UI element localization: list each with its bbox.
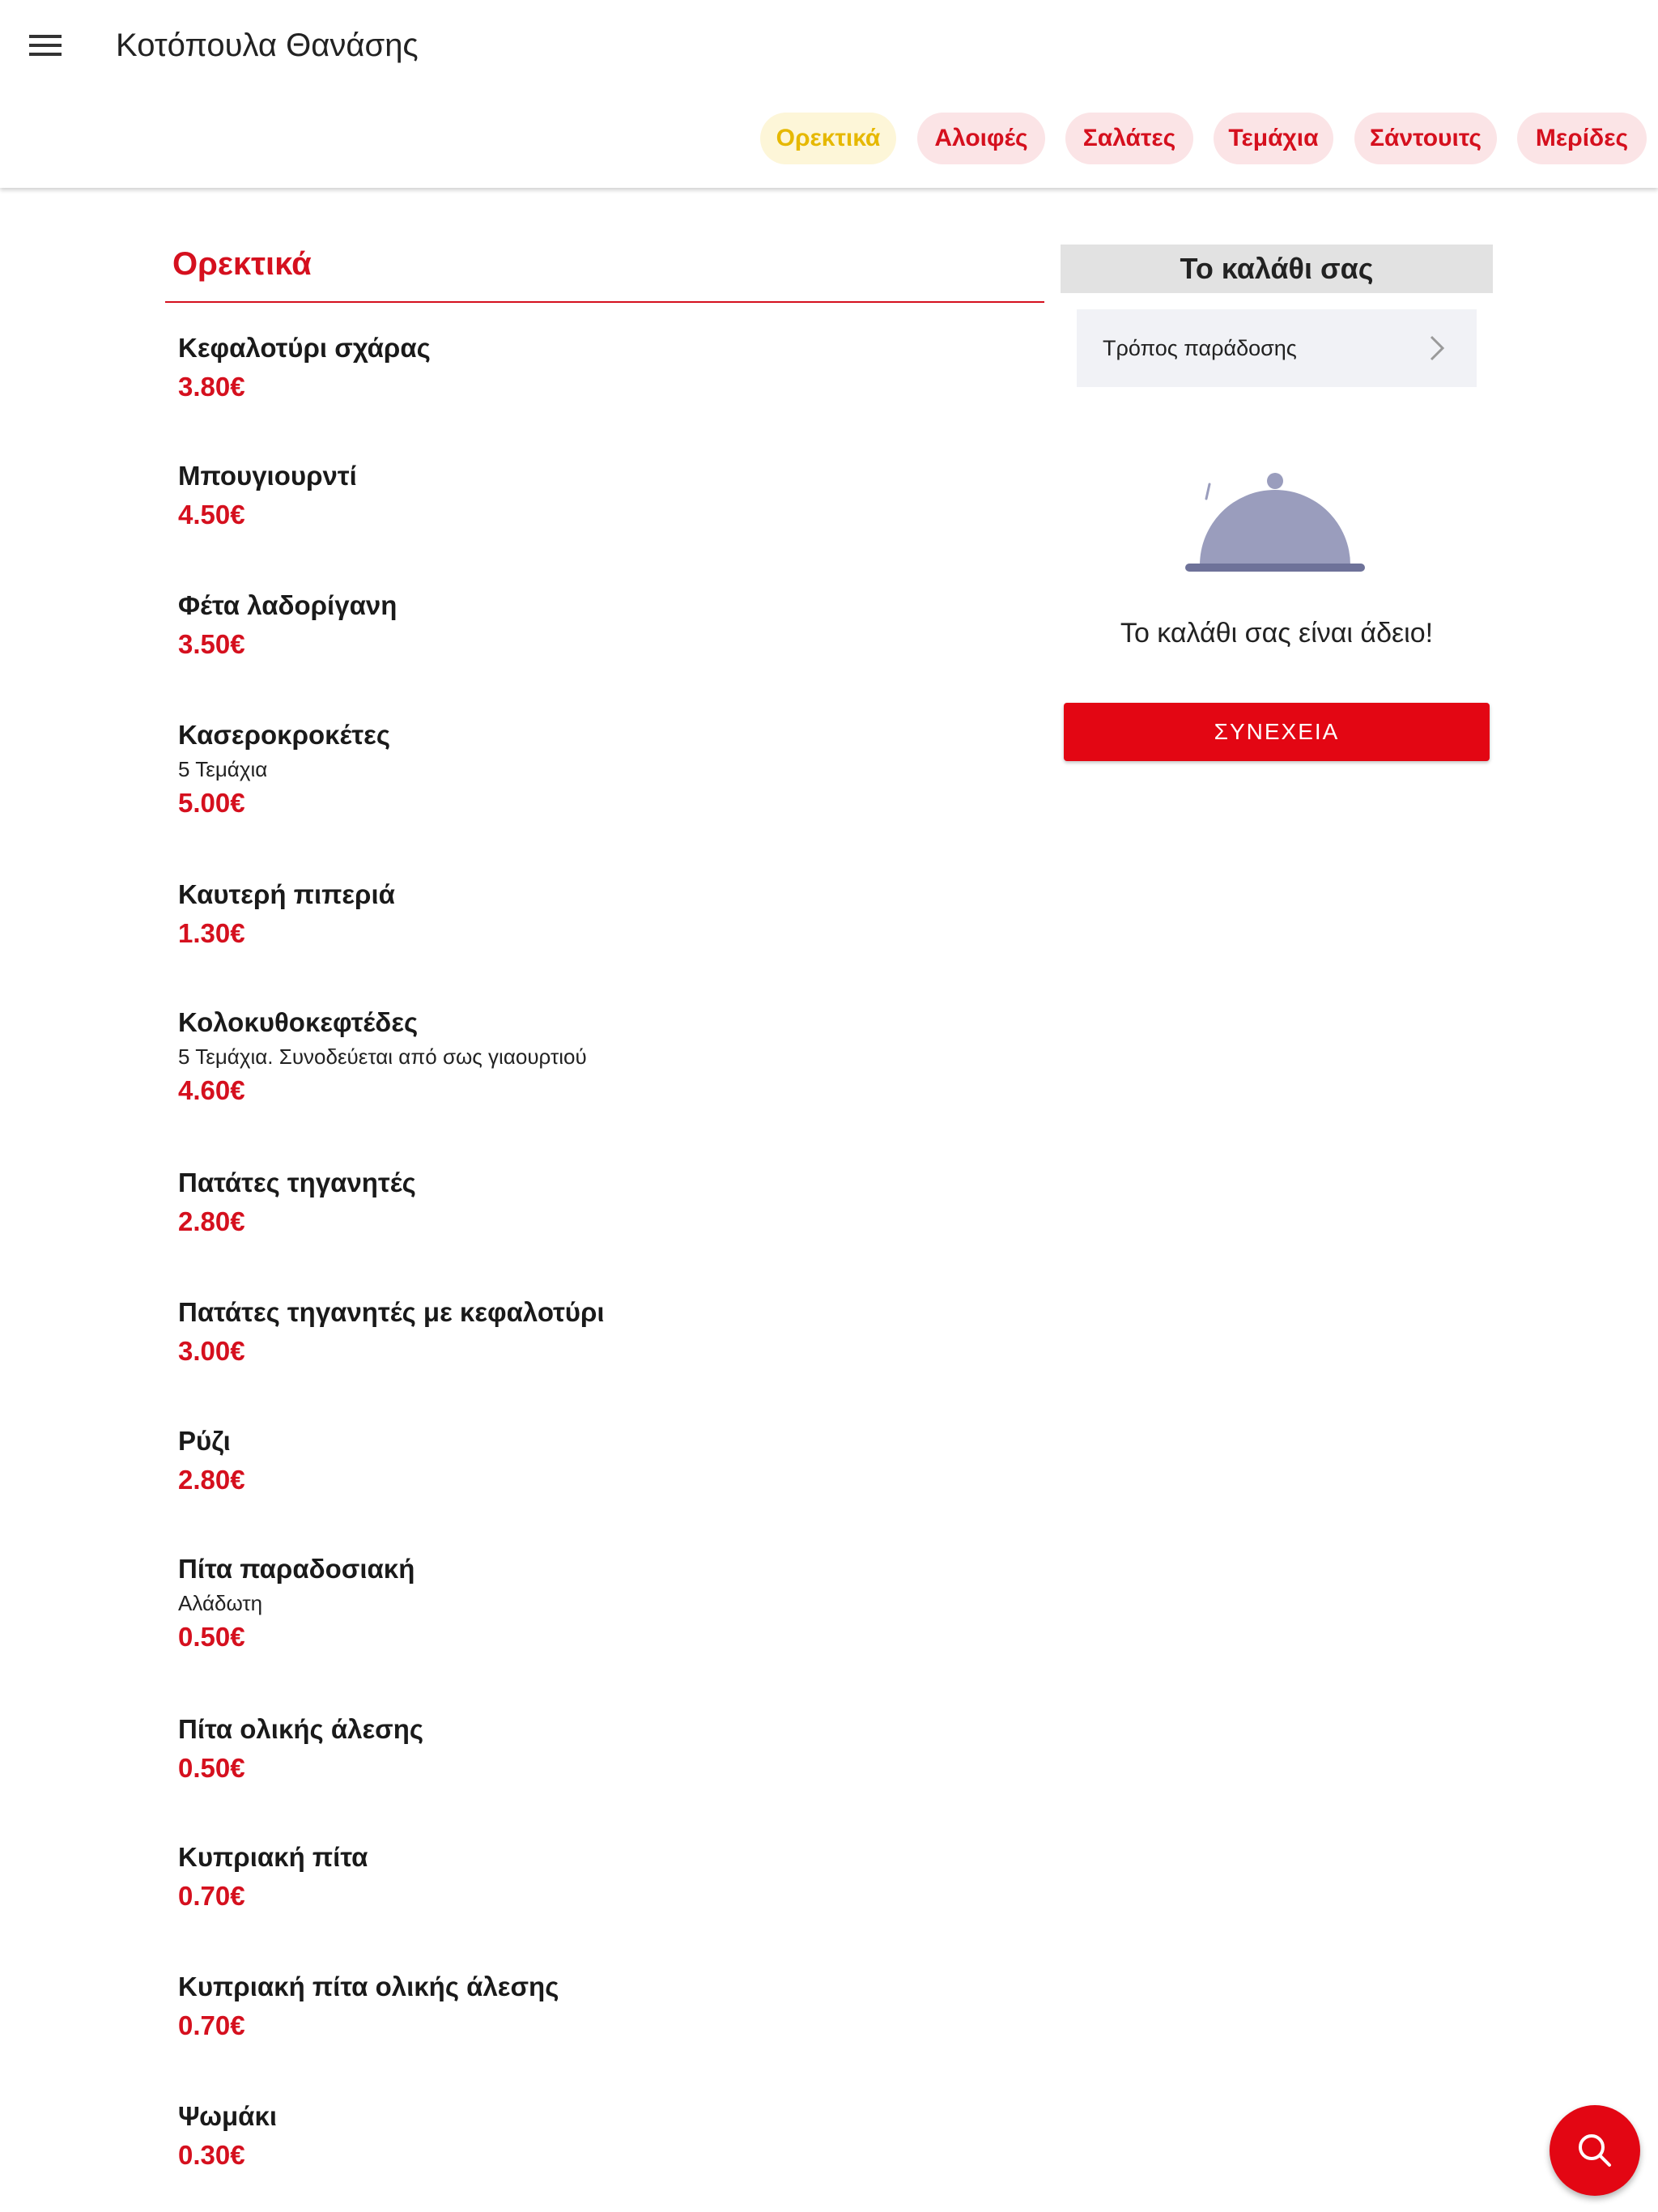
item-name: Κολοκυθοκεφτέδες — [178, 1007, 419, 1037]
item-name: Πίτα ολικής άλεσης — [178, 1714, 424, 1744]
menu-item[interactable] — [178, 1550, 1020, 1657]
section-title: Ορεκτικά — [172, 246, 312, 282]
item-price: 0.30€ — [178, 2140, 245, 2170]
app-bar — [0, 0, 1658, 188]
menu-item[interactable] — [178, 875, 1020, 953]
continue-button[interactable]: ΣΥΝΕΧΕΙΑ — [1064, 703, 1490, 761]
item-price: 2.80€ — [178, 1206, 245, 1236]
item-price: 0.70€ — [178, 2010, 245, 2040]
item-price: 0.70€ — [178, 1881, 245, 1911]
item-description: Αλάδωτη — [178, 1591, 263, 1615]
category-tab-temaxia[interactable]: Τεμάχια — [1214, 113, 1333, 164]
menu-item[interactable] — [178, 1293, 1020, 1371]
hamburger-menu-icon — [29, 33, 62, 57]
menu-item[interactable] — [178, 457, 1020, 534]
menu-item[interactable] — [178, 1163, 1020, 1241]
item-price: 3.80€ — [178, 372, 245, 402]
menu-item[interactable] — [178, 1710, 1020, 1788]
item-price: 3.50€ — [178, 629, 245, 659]
chevron-right-icon — [1428, 334, 1446, 363]
item-name: Πατάτες τηγανητές με κεφαλοτύρι — [178, 1297, 605, 1327]
menu-item[interactable] — [178, 1422, 1020, 1499]
app-title: Κοτόπουλα Θανάσης — [116, 28, 419, 63]
item-price: 0.50€ — [178, 1753, 245, 1783]
cart-title: Το καλάθι σας — [1061, 245, 1493, 293]
menu-item[interactable] — [178, 329, 1020, 406]
item-name: Καυτερή πιπεριά — [178, 879, 395, 909]
menu-item[interactable] — [178, 1967, 1020, 2045]
menu-item[interactable] — [178, 2097, 1020, 2175]
item-price: 3.00€ — [178, 1336, 245, 1366]
item-price: 1.30€ — [178, 918, 245, 948]
menu-item[interactable] — [178, 716, 1020, 823]
item-price: 5.00€ — [178, 788, 245, 818]
menu-button[interactable] — [24, 24, 66, 66]
item-name: Κυπριακή πίτα — [178, 1842, 368, 1872]
menu-item[interactable] — [178, 586, 1020, 664]
cloche-icon — [1182, 470, 1368, 583]
item-price: 0.50€ — [178, 1622, 245, 1652]
item-name: Ψωμάκι — [178, 2101, 278, 2131]
category-tab-salates[interactable]: Σαλάτες — [1065, 113, 1193, 164]
search-icon — [1575, 2131, 1614, 2170]
item-name: Κυπριακή πίτα ολικής άλεσης — [178, 1972, 559, 2001]
item-price: 2.80€ — [178, 1465, 245, 1495]
empty-cart-message: Το καλάθι σας είναι άδειο! — [1120, 618, 1434, 649]
item-price: 4.60€ — [178, 1075, 245, 1105]
item-name: Πατάτες τηγανητές — [178, 1168, 416, 1197]
item-name: Πίτα παραδοσιακή — [178, 1554, 415, 1584]
category-tab-aloifes[interactable]: Αλοιφές — [917, 113, 1045, 164]
category-tab-santouits[interactable]: Σάντουιτς — [1354, 113, 1497, 164]
section-divider — [165, 301, 1044, 303]
item-price: 4.50€ — [178, 500, 245, 530]
item-name: Φέτα λαδορίγανη — [178, 590, 397, 620]
search-button[interactable] — [1550, 2105, 1640, 2196]
item-name: Ρύζι — [178, 1426, 231, 1456]
item-description: 5 Τεμάχια — [178, 757, 268, 781]
category-tab-orektika[interactable]: Ορεκτικά — [760, 113, 896, 164]
menu-item[interactable] — [178, 1003, 1020, 1110]
category-tab-merides[interactable]: Μερίδες — [1517, 113, 1647, 164]
item-description: 5 Τεμάχια. Συνοδεύεται από σως γιαουρτιού — [178, 1044, 587, 1069]
menu-item[interactable] — [178, 1838, 1020, 1916]
delivery-method-label: Τρόπος παράδοσης — [1103, 336, 1297, 360]
item-name: Μπουγιουρντί — [178, 461, 357, 491]
item-name: Κασεροκροκέτες — [178, 720, 390, 750]
item-name: Κεφαλοτύρι σχάρας — [178, 333, 431, 363]
delivery-method-selector[interactable] — [1077, 309, 1477, 387]
